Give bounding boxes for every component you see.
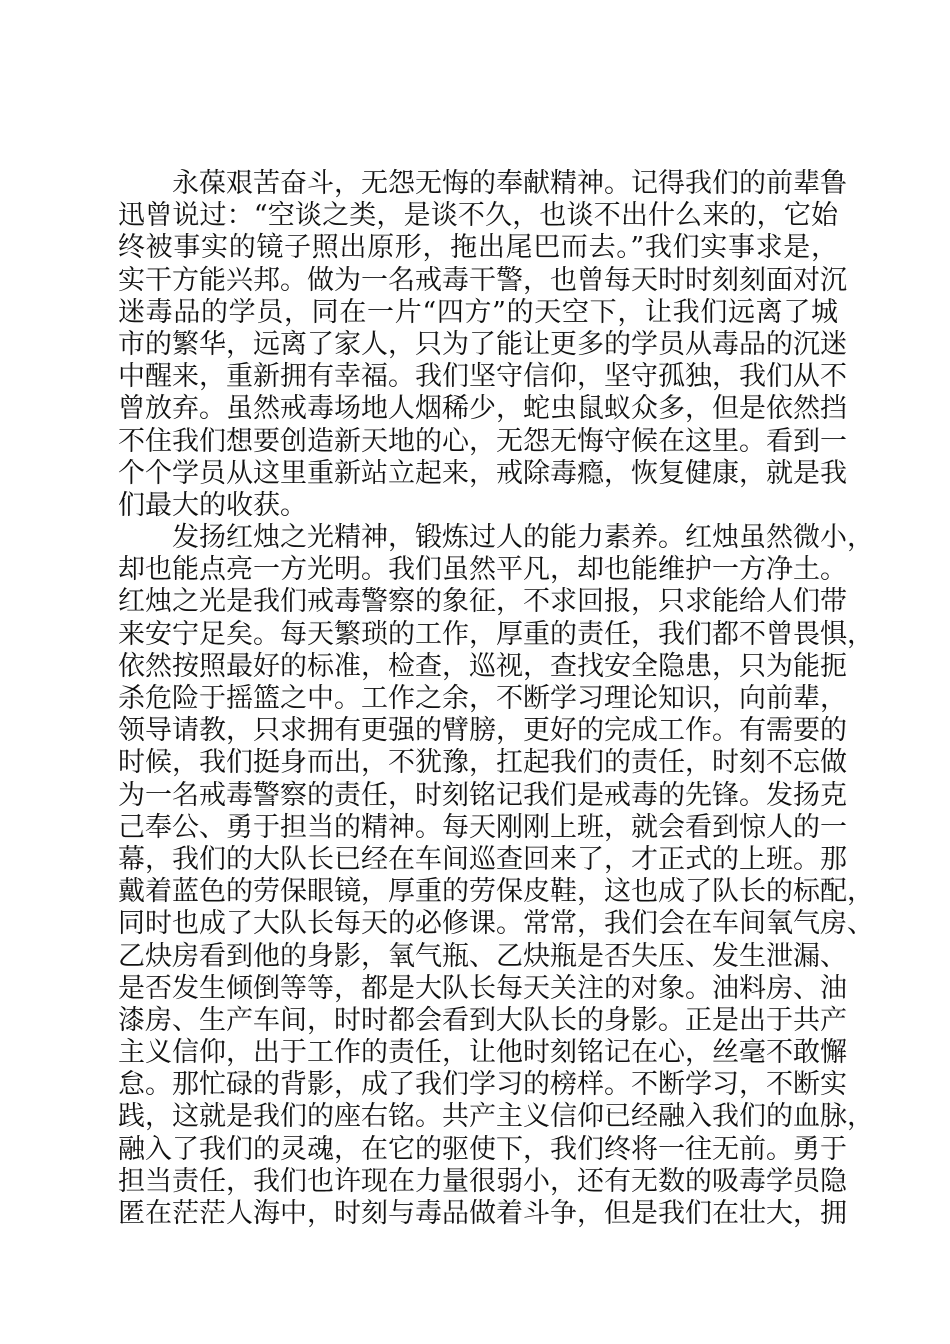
text-line: 时候，我们挺身而出，不犹豫，扛起我们的责任，时刻不忘做 (118, 747, 847, 779)
text-line: 迷毒品的学员，同在一片“四方”的天空下，让我们远离了城 (118, 296, 838, 328)
text-line: 怠。那忙碌的背影，成了我们学习的榜样。不断学习，不断实 (118, 1069, 847, 1101)
text-line: 为一名戒毒警察的责任，时刻铭记我们是戒毒的先锋。发扬克 (118, 779, 847, 811)
text-line: 匿在茫茫人海中，时刻与毒品做着斗争，但是我们在壮大，拥 (118, 1198, 847, 1229)
text-line: 发扬红烛之光精神，锻炼过人的能力素养。红烛虽然微小， (172, 522, 874, 554)
text-line: 漆房、生产车间，时时都会看到大队长的身影。正是出于共产 (118, 1004, 847, 1036)
text-line: 红烛之光是我们戒毒警察的象征，不求回报，只求能给人们带 (118, 586, 847, 618)
text-line: 融入了我们的灵魂，在它的驱使下，我们终将一往无前。勇于 (118, 1133, 847, 1165)
text-line: 市的繁华，远离了家人，只为了能让更多的学员从毒品的沉迷 (118, 328, 847, 360)
text-line: 个个学员从这里重新站立起来，戒除毒瘾，恢复健康，就是我 (118, 457, 847, 489)
text-line: 终被事实的镜子照出原形，拖出尾巴而去。”我们实事求是， (118, 232, 838, 264)
text-line: 同时也成了大队长每天的必修课。常常，我们会在车间氧气房、 (118, 908, 874, 940)
body-text (118, 168, 874, 1230)
text-line: 乙炔房看到他的身影，氧气瓶、乙炔瓶是否失压、发生泄漏、 (118, 940, 847, 972)
text-line: 来安宁足矣。每天繁琐的工作，厚重的责任，我们都不曾畏惧， (118, 618, 874, 650)
text-line: 领导请教，只求拥有更强的臂膀，更好的完成工作。有需要的 (118, 715, 847, 747)
paragraph-2 (118, 522, 874, 1230)
text-line: 们最大的收获。 (118, 489, 307, 521)
paragraph-1 (118, 168, 847, 522)
text-line: 中醒来，重新拥有幸福。我们坚守信仰，坚守孤独，我们从不 (118, 361, 847, 393)
text-line: 依然按照最好的标准，检查，巡视，查找安全隐患，只为能扼 (118, 650, 847, 682)
text-line: 曾放弃。虽然戒毒场地人烟稀少，蛇虫鼠蚁众多，但是依然挡 (118, 393, 847, 425)
text-line: 担当责任，我们也许现在力量很弱小，还有无数的吸毒学员隐 (118, 1165, 847, 1197)
text-line: 却也能点亮一方光明。我们虽然平凡，却也能维护一方净土。 (118, 554, 847, 586)
text-line: 己奉公、勇于担当的精神。每天刚刚上班，就会看到惊人的一 (118, 811, 847, 843)
text-line: 永葆艰苦奋斗，无怨无悔的奉献精神。记得我们的前辈鲁 (172, 168, 847, 199)
text-line: 戴着蓝色的劳保眼镜，厚重的劳保皮鞋，这也成了队长的标配， (118, 876, 874, 908)
text-line: 实干方能兴邦。做为一名戒毒干警，也曾每天时时刻刻面对沉 (118, 264, 847, 296)
text-line: 迅曾说过：“空谈之类，是谈不久，也谈不出什么来的，它始 (118, 200, 838, 232)
text-line: 不住我们想要创造新天地的心，无怨无悔守候在这里。看到一 (118, 425, 847, 457)
text-line: 杀危险于摇篮之中。工作之余，不断学习理论知识，向前辈， (118, 683, 847, 714)
text-line: 主义信仰，出于工作的责任，让他时刻铭记在心，丝毫不敢懈 (118, 1037, 847, 1069)
text-line: 践，这就是我们的座右铭。共产主义信仰已经融入我们的血脉， (118, 1101, 874, 1133)
text-line: 幕，我们的大队长已经在车间巡查回来了，才正式的上班。那 (118, 843, 847, 875)
text-line: 是否发生倾倒等等，都是大队长每天关注的对象。油料房、油 (118, 972, 847, 1004)
